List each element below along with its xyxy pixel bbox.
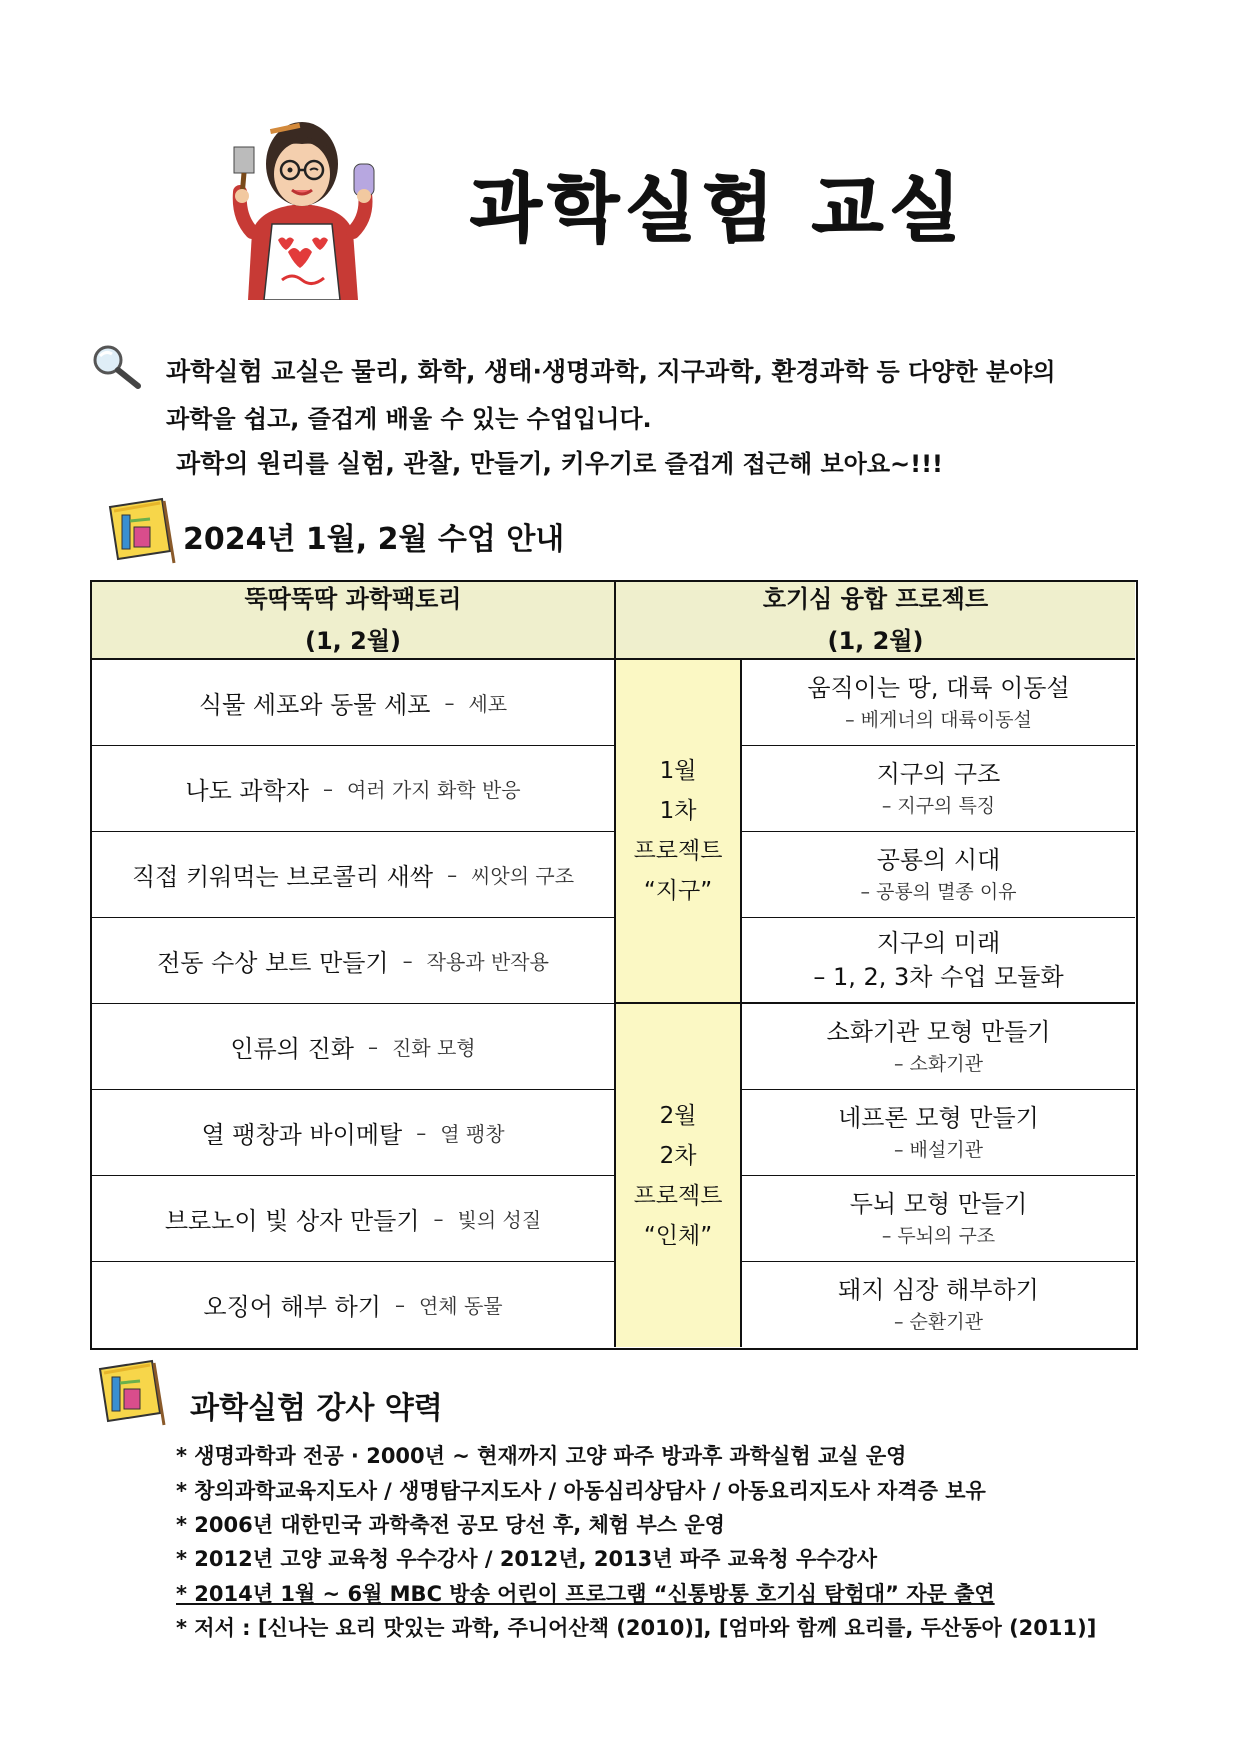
lesson-title: 브로노이 빛 상자 만들기: [164, 1207, 420, 1235]
project-header-title: 호기심 융합 프로젝트: [762, 585, 989, 613]
project-lesson-topic: – 1, 2, 3차 수업 모듈화: [813, 963, 1064, 991]
separator: –: [394, 1292, 405, 1317]
project-row: [742, 1004, 1135, 1090]
intro-particle: 은: [319, 358, 352, 386]
separator: –: [433, 1206, 444, 1231]
project-row: [742, 660, 1135, 746]
page-title: 과학실험 교실: [470, 166, 967, 252]
separator: –: [416, 1120, 427, 1145]
factory-row: [92, 660, 616, 746]
factory-row: [92, 918, 616, 1004]
intro-particle-2: 를: [305, 450, 338, 478]
factory-row: [92, 746, 616, 832]
factory-row: [92, 1176, 616, 1262]
lesson-topic: 진화 모형: [391, 1036, 476, 1060]
bio-line: * 생명과학과 전공 · 2000년 ~ 현재까지 고양 파주 방과후 과학실험 교실 운영: [176, 1444, 907, 1468]
separator: –: [447, 862, 458, 887]
project-theme: “인체”: [643, 1222, 713, 1249]
lesson-title: 열 팽창과 바이메탈: [201, 1121, 403, 1149]
project-lesson-title: 두뇌 모형 만들기: [849, 1189, 1028, 1218]
project-theme: “지구”: [643, 878, 713, 904]
intro-methods: 실험, 관찰, 만들기, 키우기: [337, 449, 634, 478]
project-column-header: [616, 582, 1135, 660]
instructor-section-title: 과학실험 강사 약력: [190, 1391, 443, 1426]
bio-line: * 저서 : [신나는 요리 맛있는 과학, 주니어산책 (2010)], [엄마와 함께 요리를, 두산동아 (2011)]: [176, 1616, 1097, 1640]
project-lesson-topic: – 배설기관: [894, 1138, 983, 1161]
project-lesson-title: 소화기관 모형 만들기: [826, 1017, 1051, 1046]
lesson-title: 전동 수상 보트 만들기: [157, 949, 389, 977]
class-schedule-table: [90, 580, 1138, 1350]
separator: –: [402, 948, 413, 973]
lesson-title: 오징어 해부 하기: [203, 1293, 381, 1321]
lesson-topic: 씨앗의 구조: [471, 864, 575, 888]
project-row: [742, 1262, 1135, 1347]
project-row: [742, 1176, 1135, 1262]
intro-tail: 등 다양한 분야의: [868, 358, 1056, 386]
factory-row: [92, 832, 616, 918]
project-header-months: (1, 2월): [827, 627, 924, 655]
project-row: [742, 1090, 1135, 1176]
project-lesson-topic: – 공룡의 멸종 이유: [860, 880, 1017, 903]
schedule-section-title: 2024년 1월, 2월 수업 안내: [183, 522, 565, 557]
bio-line: * 창의과학교육지도사 / 생명탐구지도사 / 아동심리상담사 / 아동요리지도사 자격증 보유: [176, 1479, 986, 1503]
lesson-title: 인류의 진화: [230, 1035, 354, 1063]
lesson-topic: 열 팽창: [440, 1122, 505, 1146]
factory-header-title: 뚝딱뚝딱 과학팩토리: [244, 585, 462, 613]
intro-lead: 과학실험 교실: [166, 357, 320, 386]
separator: –: [322, 776, 333, 801]
factory-header-months: (1, 2월): [305, 627, 401, 655]
project-body-cell: [616, 1004, 742, 1347]
intro-line-1: [166, 352, 1176, 388]
project-lesson-title: 지구의 미래: [876, 929, 1001, 957]
project-lesson-title: 공룡의 시대: [876, 845, 1001, 874]
project-lesson-topic: – 두뇌의 구조: [881, 1224, 996, 1247]
lesson-topic: 여러 가지 화학 반응: [346, 778, 521, 802]
factory-column-header: [92, 582, 616, 660]
flag-icon: [104, 493, 176, 565]
bio-line: * 2006년 대한민국 과학축전 공모 당선 후, 체험 부스 운영: [176, 1513, 725, 1537]
intro-fields: 물리, 화학, 생태·생명과학, 지구과학, 환경과학: [351, 357, 869, 386]
factory-row: [92, 1262, 616, 1347]
project-order: 2차: [659, 1142, 697, 1169]
project-month: 1월: [659, 758, 697, 784]
lesson-title: 직접 키워먹는 브로콜리 새싹: [131, 863, 434, 891]
project-row: [742, 918, 1135, 1004]
factory-row: [92, 1090, 616, 1176]
project-lesson-title: 지구의 구조: [876, 759, 1001, 788]
bio-line: * 2012년 고양 교육청 우수강사 / 2012년, 2013년 파주 교육청 우수강사: [176, 1547, 878, 1571]
bio-line: * 2014년 1월 ~ 6월 MBC 방송 어린이 프로그램 “신통방통 호기심 탐험대” 자문 출연: [176, 1582, 995, 1606]
project-lesson-topic: – 소화기관: [894, 1052, 983, 1075]
project-lesson-title: 네프론 모형 만들기: [838, 1103, 1039, 1132]
lesson-title: 나도 과학자: [185, 777, 309, 805]
lesson-topic: 작용과 반작용: [426, 950, 549, 974]
project-label: 프로젝트: [633, 838, 723, 864]
project-lesson-title: 돼지 심장 해부하기: [838, 1275, 1039, 1304]
lesson-title: 식물 세포와 동물 세포: [198, 691, 431, 719]
intro-line-3: [176, 444, 943, 480]
project-row: [742, 746, 1135, 832]
project-lesson-title: 움직이는 땅, 대륙 이동설: [807, 673, 1070, 702]
lesson-topic: 세포: [468, 692, 508, 716]
lesson-topic: 빛의 성질: [457, 1208, 542, 1232]
project-lesson-topic: – 베게너의 대륙이동설: [845, 708, 1032, 731]
project-lesson-topic: – 지구의 특징: [881, 794, 996, 817]
separator: –: [367, 1034, 378, 1059]
project-label: 프로젝트: [633, 1182, 723, 1209]
magnifier-icon: [88, 342, 144, 390]
lesson-topic: 연체 동물: [418, 1294, 503, 1318]
intro-closing: 로 즐겁게 접근해 보아요~!!!: [633, 450, 943, 478]
intro-principle: 과학의 원리: [176, 449, 306, 478]
factory-row: [92, 1004, 616, 1090]
project-row: [742, 832, 1135, 918]
flag-icon: [94, 1355, 166, 1427]
separator: –: [444, 690, 455, 715]
project-earth-cell: [616, 660, 742, 1004]
project-order: 1차: [659, 798, 697, 824]
project-lesson-topic: – 순환기관: [894, 1310, 983, 1333]
chef-mascot-illustration: [230, 112, 375, 300]
intro-line-2: 과학을 쉽고, 즐겁게 배울 수 있는 수업입니다.: [166, 405, 652, 433]
project-month: 2월: [659, 1102, 697, 1129]
